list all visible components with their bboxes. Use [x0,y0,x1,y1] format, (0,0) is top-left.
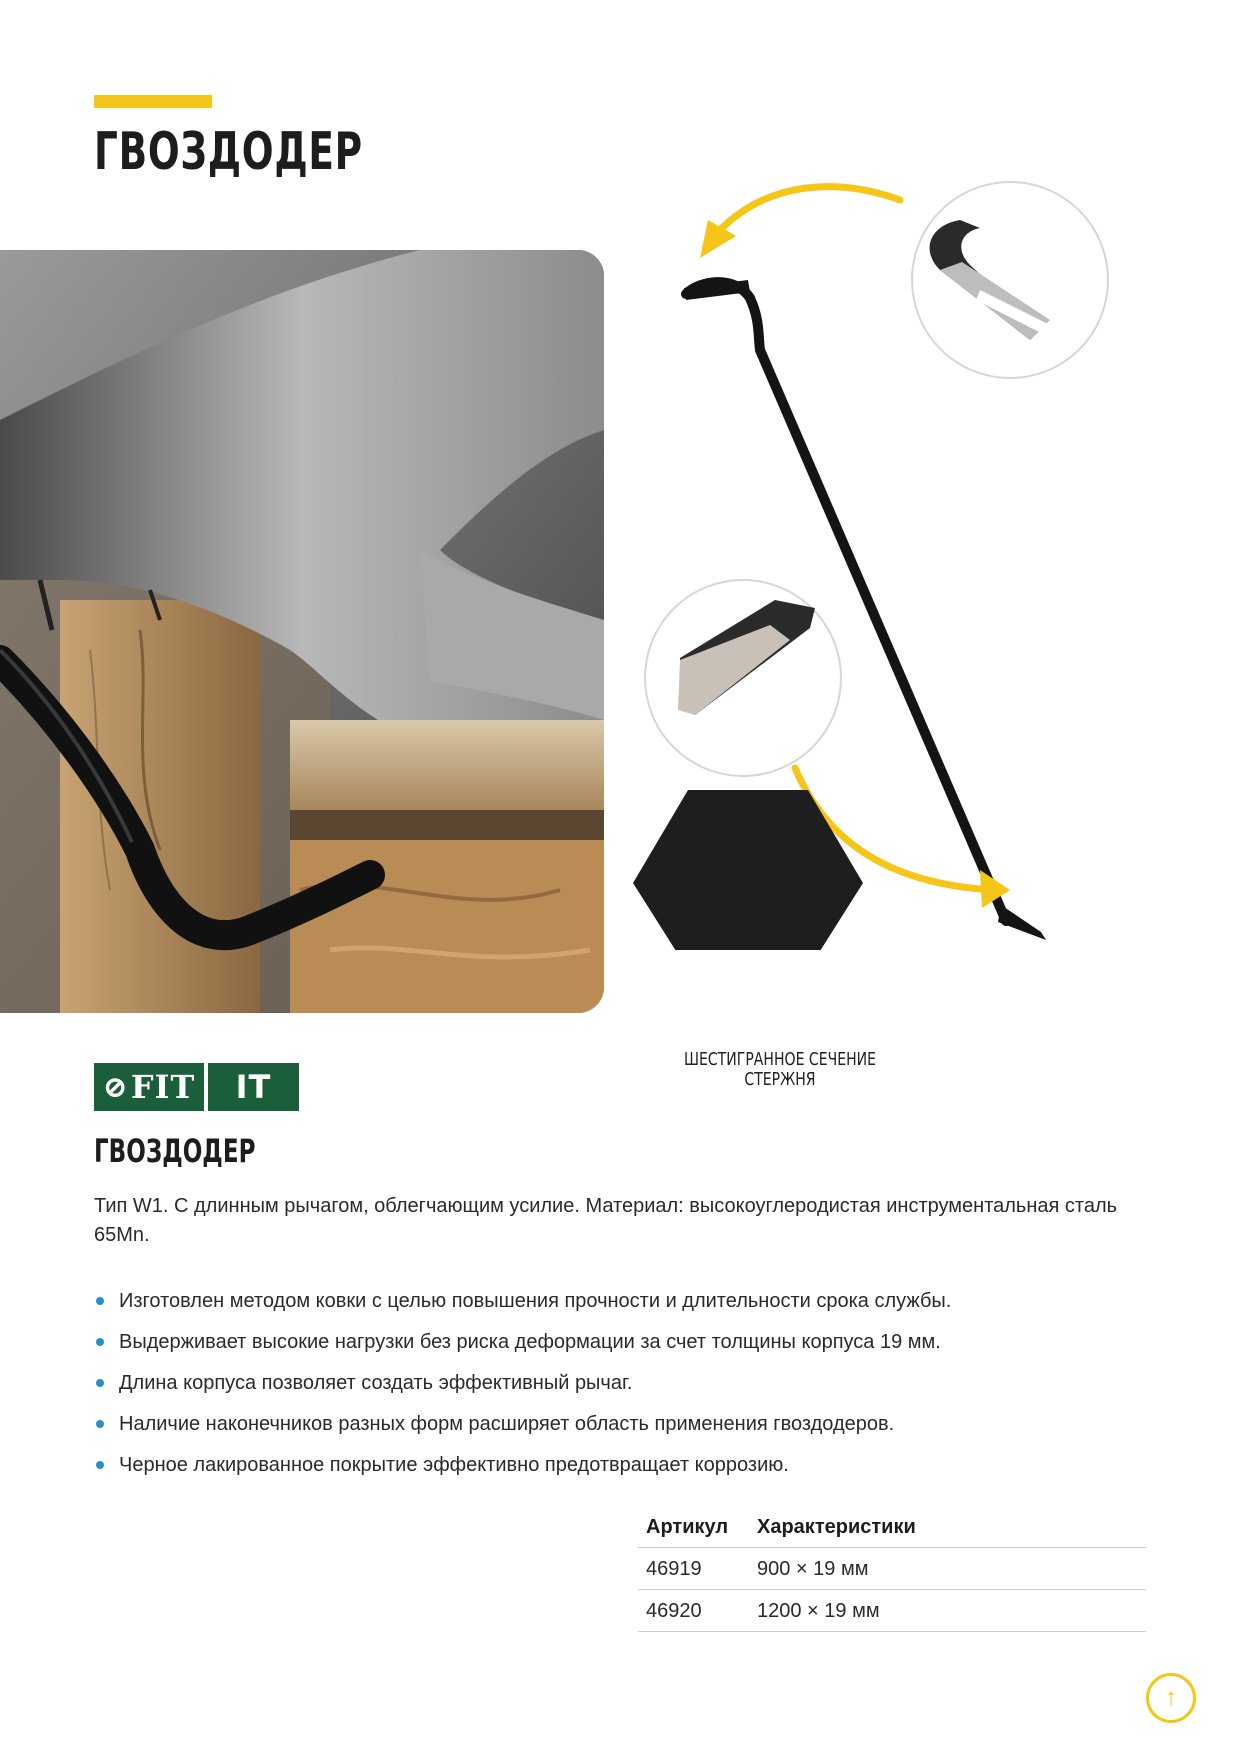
usage-photo [0,250,604,1013]
list-item: Черное лакированное покрытие эффективно предотвращает коррозию. [94,1453,1174,1494]
curved-arrow-top-icon [720,187,900,230]
column-header-article: Артикул [638,1510,749,1548]
bullet-icon [96,1461,104,1469]
feature-list [94,1289,1174,1494]
bullet-icon [96,1379,104,1387]
list-item: Наличие наконечников разных форм расширяет область применения гвоздодеров. [94,1412,1174,1453]
column-header-specs: Характеристики [749,1510,1146,1548]
logo-fit: ⊘ FIT [94,1063,204,1111]
tool-illustration [600,170,1241,950]
bullet-icon [96,1420,104,1428]
brand-logo [94,1063,299,1111]
bullet-icon [96,1338,104,1346]
table-header-row [638,1510,1146,1548]
hex-section-icon [633,790,863,950]
title-accent-bar [94,95,212,108]
page-title: ГВОЗДОДЕР [94,122,363,182]
product-description: Тип W1. С длинным рычагом, облегчающим усилие. Материал: высокоуглеродистая инструментальная сталь 65Mn. [94,1195,1118,1246]
specs-table [638,1510,1146,1632]
table-row [638,1590,1146,1632]
spec-cell: 1200 × 19 мм [749,1590,1146,1632]
article-cell: 46919 [638,1548,749,1590]
scroll-to-top-button[interactable] [1146,1673,1196,1723]
article-cell: 46920 [638,1590,749,1632]
chisel-tip-zoom-circle [645,580,841,776]
logo-it: IT [208,1063,299,1111]
table-row [638,1548,1146,1590]
bullet-icon [96,1297,104,1305]
claw-tip-zoom-circle [912,182,1108,378]
list-item: Изготовлен методом ковки с целью повышения прочности и длительности срока службы. [94,1289,1174,1330]
cross-section-caption: ШЕСТИГРАННОЕ СЕЧЕНИЕ СТЕРЖНЯ [683,1049,877,1090]
list-item: Выдерживает высокие нагрузки без риска деформации за счет толщины корпуса 19 мм. [94,1330,1174,1371]
arrow-up-icon: ↑ [1165,1684,1177,1711]
spec-cell: 900 × 19 мм [749,1548,1146,1590]
list-item: Длина корпуса позволяет создать эффективный рычаг. [94,1371,1174,1412]
logo-mark-icon: ⊘ [102,1069,129,1105]
product-name: ГВОЗДОДЕР [94,1132,256,1170]
